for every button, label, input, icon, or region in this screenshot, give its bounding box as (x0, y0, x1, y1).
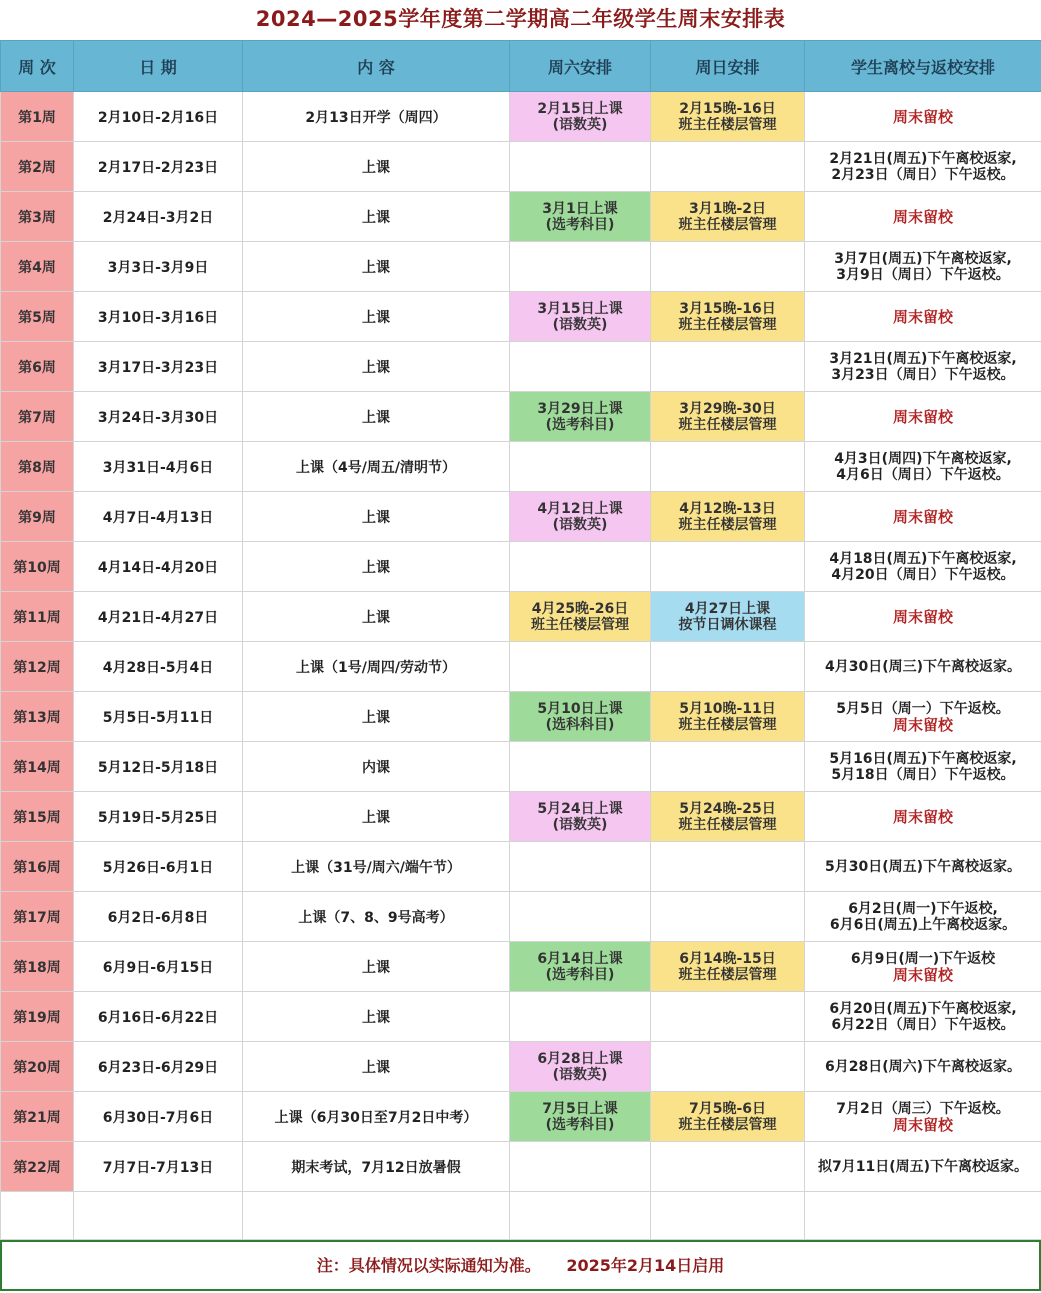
saturday-cell: 3月1日上课 (选考科目) (510, 192, 651, 242)
sunday-cell: 4月27日上课 按节日调休课程 (651, 592, 805, 642)
leave-return-text: 7月2日（周三）下午返校。 (836, 1100, 1010, 1117)
leave-return-text: 4月30日(周三)下午离校返家。 (824, 658, 1022, 675)
saturday-cell: 3月15日上课 (语数英) (510, 292, 651, 342)
schedule-body (1, 92, 1041, 1240)
table-row (1, 92, 1041, 142)
content-cell: 上课（1号/周四/劳动节） (243, 642, 510, 692)
sunday-cell (651, 442, 805, 492)
leave-return-text: 周末留校 (892, 607, 953, 626)
date-cell: 3月3日-3月9日 (74, 242, 243, 292)
content-cell: 上课 (243, 392, 510, 442)
leave-return-cell (805, 1142, 1041, 1192)
table-row (1, 842, 1041, 892)
header-date: 日 期 (74, 41, 243, 92)
saturday-cell: 5月24日上课 (语数英) (510, 792, 651, 842)
sunday-cell: 3月29晚-30日 班主任楼层管理 (651, 392, 805, 442)
leave-return-cell (805, 242, 1041, 292)
content-cell: 上课（31号/周六/端午节） (243, 842, 510, 892)
content-cell: 上课 (243, 492, 510, 542)
content-cell: 上课 (243, 542, 510, 592)
week-cell: 第13周 (1, 692, 74, 742)
content-cell: 上课（4号/周五/清明节） (243, 442, 510, 492)
leave-return-text: 周末留校 (892, 507, 953, 526)
leave-return-text: 6月28日(周六)下午离校返家。 (824, 1058, 1022, 1075)
saturday-cell (510, 342, 651, 392)
leave-return-cell (805, 1042, 1041, 1092)
week-cell: 第10周 (1, 542, 74, 592)
week-cell: 第1周 (1, 92, 74, 142)
sunday-cell: 2月15晚-16日 班主任楼层管理 (651, 92, 805, 142)
week-cell: 第3周 (1, 192, 74, 242)
header-sunday: 周日安排 (651, 41, 805, 92)
content-cell: 期末考试，7月12日放暑假 (243, 1142, 510, 1192)
leave-return-cell (805, 992, 1041, 1042)
leave-return-text: 3月7日(周五)下午离校返家, 3月9日（周日）下午返校。 (834, 250, 1012, 283)
leave-return-cell (805, 392, 1041, 442)
sunday-cell (651, 342, 805, 392)
sunday-cell (651, 142, 805, 192)
leave-return-text: 周末留校 (892, 107, 953, 126)
table-row (1, 492, 1041, 542)
schedule-table (0, 40, 1041, 1240)
sunday-cell (651, 542, 805, 592)
content-cell: 上课 (243, 192, 510, 242)
content-cell: 上课 (243, 792, 510, 842)
table-row (1, 192, 1041, 242)
date-cell: 3月17日-3月23日 (74, 342, 243, 392)
leave-return-text: 6月2日(周一)下午返校, 6月6日(周五)上午离校返家。 (829, 900, 1017, 933)
week-cell: 第5周 (1, 292, 74, 342)
week-cell: 第4周 (1, 242, 74, 292)
sunday-cell (651, 842, 805, 892)
leave-return-cell (805, 542, 1041, 592)
leave-return-text: 5月16日(周五)下午离校返家, 5月18日（周日）下午返校。 (829, 750, 1017, 783)
sunday-cell: 4月12晚-13日 班主任楼层管理 (651, 492, 805, 542)
week-cell: 第19周 (1, 992, 74, 1042)
week-cell: 第8周 (1, 442, 74, 492)
week-cell: 第9周 (1, 492, 74, 542)
table-row (1, 392, 1041, 442)
leave-return-text: 5月30日(周五)下午离校返家。 (824, 858, 1022, 875)
leave-return-cell (805, 692, 1041, 742)
table-row (1, 992, 1041, 1042)
saturday-cell: 3月29日上课 (选考科目) (510, 392, 651, 442)
content-cell: 内课 (243, 742, 510, 792)
blank-cell (1, 1192, 74, 1240)
leave-return-text: 3月21日(周五)下午离校返家, 3月23日（周日）下午返校。 (829, 350, 1017, 383)
table-row (1, 442, 1041, 492)
date-cell: 5月26日-6月1日 (74, 842, 243, 892)
saturday-cell (510, 842, 651, 892)
saturday-cell: 6月28日上课 (语数英) (510, 1042, 651, 1092)
sunday-cell: 5月10晚-11日 班主任楼层管理 (651, 692, 805, 742)
stay-at-school-text: 周末留校 (892, 965, 953, 984)
date-cell: 3月24日-3月30日 (74, 392, 243, 442)
date-cell: 5月12日-5月18日 (74, 742, 243, 792)
footer-start-date: 2025年2月14日启用 (566, 1256, 725, 1275)
date-cell: 5月5日-5月11日 (74, 692, 243, 742)
saturday-cell: 4月12日上课 (语数英) (510, 492, 651, 542)
sunday-cell (651, 992, 805, 1042)
leave-return-cell (805, 492, 1041, 542)
date-cell: 6月2日-6月8日 (74, 892, 243, 942)
saturday-cell (510, 992, 651, 1042)
leave-return-text: 周末留校 (892, 807, 953, 826)
leave-return-cell (805, 642, 1041, 692)
blank-cell (510, 1192, 651, 1240)
leave-return-cell (805, 1092, 1041, 1142)
table-row (1, 1142, 1041, 1192)
leave-return-text: 5月5日（周一）下午返校。 (836, 700, 1010, 717)
leave-return-cell (805, 742, 1041, 792)
leave-return-text: 2月21日(周五)下午离校返家, 2月23日（周日）下午返校。 (829, 150, 1017, 183)
date-cell: 6月30日-7月6日 (74, 1092, 243, 1142)
leave-return-cell (805, 142, 1041, 192)
footer-note (0, 1240, 1041, 1291)
week-cell: 第21周 (1, 1092, 74, 1142)
date-cell: 6月23日-6月29日 (74, 1042, 243, 1092)
sunday-cell: 6月14晚-15日 班主任楼层管理 (651, 942, 805, 992)
leave-return-text: 4月3日(周四)下午离校返家, 4月6日（周日）下午返校。 (834, 450, 1012, 483)
content-cell: 上课 (243, 1042, 510, 1092)
saturday-cell: 2月15日上课 (语数英) (510, 92, 651, 142)
saturday-cell (510, 1142, 651, 1192)
content-cell: 上课 (243, 592, 510, 642)
saturday-cell (510, 242, 651, 292)
sunday-cell (651, 1042, 805, 1092)
saturday-cell (510, 742, 651, 792)
sunday-cell (651, 242, 805, 292)
week-cell: 第22周 (1, 1142, 74, 1192)
blank-cell (651, 1192, 805, 1240)
date-cell: 5月19日-5月25日 (74, 792, 243, 842)
saturday-cell: 7月5日上课 (选考科目) (510, 1092, 651, 1142)
table-row (1, 792, 1041, 842)
table-row (1, 542, 1041, 592)
table-row (1, 242, 1041, 292)
saturday-cell: 4月25晚-26日 班主任楼层管理 (510, 592, 651, 642)
saturday-cell (510, 542, 651, 592)
table-row (1, 342, 1041, 392)
date-cell: 6月16日-6月22日 (74, 992, 243, 1042)
content-cell: 上课（6月30日至7月2日中考） (243, 1092, 510, 1142)
sunday-cell: 3月1晚-2日 班主任楼层管理 (651, 192, 805, 242)
date-cell: 2月10日-2月16日 (74, 92, 243, 142)
content-cell: 上课 (243, 692, 510, 742)
content-cell: 上课（7、8、9号高考） (243, 892, 510, 942)
content-cell: 上课 (243, 942, 510, 992)
saturday-cell (510, 892, 651, 942)
date-cell: 4月7日-4月13日 (74, 492, 243, 542)
content-cell: 上课 (243, 292, 510, 342)
leave-return-text: 6月9日(周一)下午返校 (850, 950, 996, 967)
leave-return-cell (805, 892, 1041, 942)
leave-return-text: 周末留校 (892, 207, 953, 226)
header-content: 内 容 (243, 41, 510, 92)
table-row (1, 942, 1041, 992)
leave-return-cell (805, 792, 1041, 842)
leave-return-cell (805, 842, 1041, 892)
blank-cell (243, 1192, 510, 1240)
week-cell: 第12周 (1, 642, 74, 692)
content-cell: 上课 (243, 992, 510, 1042)
sunday-cell: 7月5晚-6日 班主任楼层管理 (651, 1092, 805, 1142)
leave-return-text: 4月18日(周五)下午离校返家, 4月20日（周日）下午返校。 (829, 550, 1017, 583)
sunday-cell: 3月15晚-16日 班主任楼层管理 (651, 292, 805, 342)
leave-return-cell (805, 592, 1041, 642)
leave-return-text: 6月20日(周五)下午离校返家, 6月22日（周日）下午返校。 (829, 1000, 1017, 1033)
leave-return-text: 周末留校 (892, 407, 953, 426)
week-cell: 第17周 (1, 892, 74, 942)
blank-cell (805, 1192, 1041, 1240)
blank-cell (74, 1192, 243, 1240)
week-cell: 第15周 (1, 792, 74, 842)
saturday-cell: 5月10日上课 (选科科目) (510, 692, 651, 742)
sunday-cell (651, 742, 805, 792)
content-cell: 2月13日开学（周四） (243, 92, 510, 142)
leave-return-cell (805, 342, 1041, 392)
leave-return-cell (805, 442, 1041, 492)
blank-row (1, 1192, 1041, 1240)
week-cell: 第20周 (1, 1042, 74, 1092)
week-cell: 第2周 (1, 142, 74, 192)
table-row (1, 292, 1041, 342)
date-cell: 2月17日-2月23日 (74, 142, 243, 192)
header-saturday: 周六安排 (510, 41, 651, 92)
header-note: 学生离校与返校安排 (805, 41, 1041, 92)
table-row (1, 892, 1041, 942)
table-row (1, 742, 1041, 792)
date-cell: 3月10日-3月16日 (74, 292, 243, 342)
saturday-cell: 6月14日上课 (选考科目) (510, 942, 651, 992)
week-cell: 第16周 (1, 842, 74, 892)
leave-return-cell (805, 92, 1041, 142)
saturday-cell (510, 642, 651, 692)
page-title: 2024—2025学年度第二学期高二年级学生周末安排表 (255, 7, 786, 31)
week-cell: 第11周 (1, 592, 74, 642)
date-cell: 4月28日-5月4日 (74, 642, 243, 692)
table-row (1, 1092, 1041, 1142)
table-row (1, 1042, 1041, 1092)
saturday-cell (510, 442, 651, 492)
sunday-cell: 5月24晚-25日 班主任楼层管理 (651, 792, 805, 842)
week-cell: 第18周 (1, 942, 74, 992)
table-row (1, 142, 1041, 192)
table-row (1, 592, 1041, 642)
sunday-cell (651, 892, 805, 942)
table-row (1, 692, 1041, 742)
leave-return-cell (805, 292, 1041, 342)
sunday-cell (651, 1142, 805, 1192)
date-cell: 7月7日-7月13日 (74, 1142, 243, 1192)
week-cell: 第6周 (1, 342, 74, 392)
date-cell: 4月21日-4月27日 (74, 592, 243, 642)
date-cell: 3月31日-4月6日 (74, 442, 243, 492)
content-cell: 上课 (243, 342, 510, 392)
sunday-cell (651, 642, 805, 692)
stay-at-school-text: 周末留校 (892, 715, 953, 734)
week-cell: 第7周 (1, 392, 74, 442)
date-cell: 6月9日-6月15日 (74, 942, 243, 992)
footer-note-text: 注：具体情况以实际通知为准。 (316, 1256, 541, 1275)
leave-return-cell (805, 192, 1041, 242)
header-week: 周 次 (1, 41, 74, 92)
week-cell: 第14周 (1, 742, 74, 792)
leave-return-cell (805, 942, 1041, 992)
stay-at-school-text: 周末留校 (892, 1115, 953, 1134)
table-row (1, 642, 1041, 692)
date-cell: 2月24日-3月2日 (74, 192, 243, 242)
leave-return-text: 周末留校 (892, 307, 953, 326)
saturday-cell (510, 142, 651, 192)
content-cell: 上课 (243, 142, 510, 192)
content-cell: 上课 (243, 242, 510, 292)
date-cell: 4月14日-4月20日 (74, 542, 243, 592)
leave-return-text: 拟7月11日(周五)下午离校返家。 (817, 1158, 1029, 1175)
header-row (1, 41, 1041, 92)
